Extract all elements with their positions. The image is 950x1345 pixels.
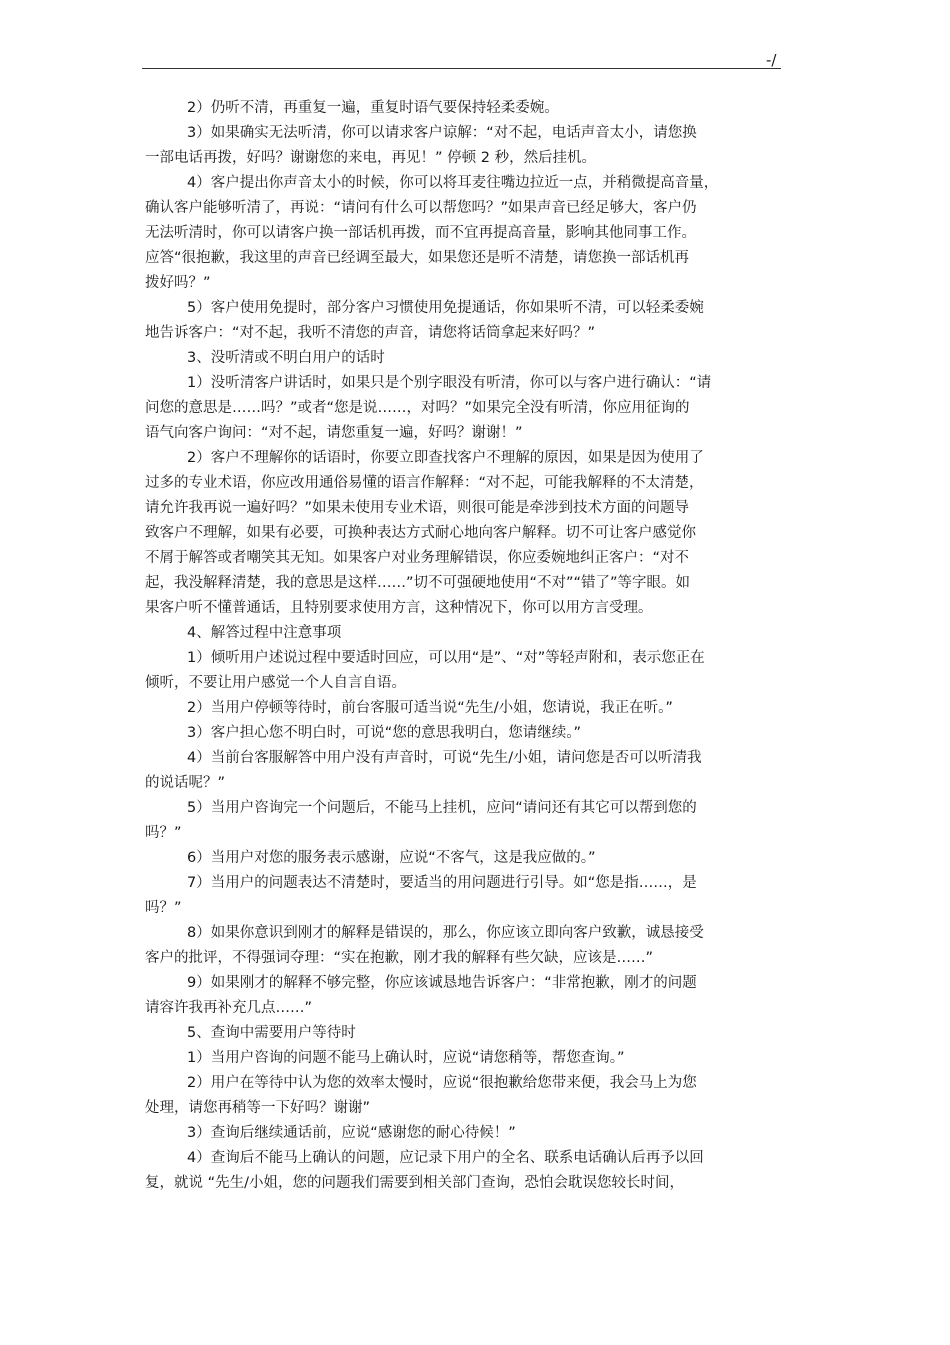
text-line: 吗？”	[145, 825, 182, 841]
text-line: 5）客户使用免提时，部分客户习惯使用免提通话，你如果听不清，可以轻柔委婉	[187, 300, 704, 316]
text-line: 4）客户提出你声音太小的时候，你可以将耳麦往嘴边拉近一点，并稍微提高音量，	[187, 175, 719, 191]
header-rule	[142, 68, 781, 69]
text-line: 2）客户不理解你的话语时，你要立即查找客户不理解的原因，如果是因为使用了	[187, 450, 704, 466]
text-line: 果客户听不懂普通话，且特别要求使用方言，这种情况下，你可以用方言受理。	[145, 600, 653, 616]
text-line: 请容许我再补充几点……”	[145, 1000, 313, 1016]
text-line: 处理，请您再稍等一下好吗？谢谢”	[145, 1100, 371, 1116]
text-line: 3、没听清或不明白用户的话时	[187, 350, 385, 366]
text-line: 语气向客户询问：“对不起，请您重复一遍，好吗？谢谢！”	[145, 425, 523, 441]
text-line: 6）当用户对您的服务表示感谢，应说“不客气，这是我应做的。”	[187, 850, 596, 866]
text-line: 请允许我再说一遍好吗？”如果未使用专业术语，则很可能是牵涉到技术方面的问题导	[145, 500, 690, 516]
text-line: 问您的意思是……吗？”或者“您是说……，对吗？”如果完全没有听清，你应用征询的	[145, 400, 690, 416]
text-line: 9）如果刚才的解释不够完整，你应该诚恳地告诉客户：“非常抱歉，刚才的问题	[187, 975, 697, 991]
text-line: 1）倾听用户述说过程中要适时回应，可以用“是”、“对”等轻声附和，表示您正在	[187, 650, 705, 666]
text-line: 3）如果确实无法听清，你可以请求客户谅解：“对不起，电话声音太小，请您换	[187, 125, 697, 141]
text-line: 3）客户担心您不明白时，可说“您的意思我明白，您请继续。”	[187, 725, 581, 741]
text-line: 吗？”	[145, 900, 182, 916]
text-line: 倾听，不要让用户感觉一个人自言自语。	[145, 675, 406, 691]
text-line: 致客户不理解，如果有必要，可换种表达方式耐心地向客户解释。切不可让客户感觉你	[145, 525, 696, 541]
text-line: 的说话呢？”	[145, 775, 226, 791]
text-line: 拨好吗？”	[145, 275, 211, 291]
text-line: 不屑于解答或者嘲笑其无知。如果客户对业务理解错误，你应委婉地纠正客户：“对不	[145, 550, 690, 566]
text-line: 5、查询中需要用户等待时	[187, 1025, 356, 1041]
text-line: 确认客户能够听清了，再说：“请问有什么可以帮您吗？”如果声音已经足够大，客户仍	[145, 200, 697, 216]
text-line: 2）当用户停顿等待时，前台客服可适当说“先生/小姐，您请说，我正在听。”	[187, 700, 673, 716]
text-line: 一部电话再拨，好吗？谢谢您的来电，再见！” 停顿 2 秒，然后挂机。	[145, 150, 597, 166]
text-line: 客户的批评，不得强词夺理：“实在抱歉，刚才我的解释有些欠缺，应该是……”	[145, 950, 654, 966]
text-line: 无法听清时，你可以请客户换一部话机再拨，而不宜再提高音量，影响其他同事工作。	[145, 225, 696, 241]
text-line: 4、解答过程中注意事项	[187, 625, 342, 641]
text-line: 5）当用户咨询完一个问题后，不能马上挂机，应问“请问还有其它可以帮到您的	[187, 800, 697, 816]
document-body	[145, 96, 835, 1196]
text-line: 2）用户在等待中认为您的效率太慢时，应说“很抱歉给您带来便，我会马上为您	[187, 1075, 697, 1091]
text-line: 应答“很抱歉，我这里的声音已经调至最大，如果您还是听不清楚，请您换一部话机再	[145, 250, 690, 266]
text-line: 4）查询后不能马上确认的问题，应记录下用户的全名、联系电话确认后再予以回	[187, 1150, 704, 1166]
text-line: 复，就说 “先生/小姐，您的问题我们需要到相关部门查询，恐怕会耽误您较长时间，	[145, 1175, 685, 1191]
text-line: 4）当前台客服解答中用户没有声音时，可说“先生/小姐，请问您是否可以听清我	[187, 750, 702, 766]
text-line: 3）查询后继续通话前，应说“感谢您的耐心待候！”	[187, 1125, 516, 1141]
text-line: 1）没听清客户讲话时，如果只是个别字眼没有听清，你可以与客户进行确认：“请	[187, 375, 712, 391]
text-line: 8）如果你意识到刚才的解释是错误的，那么，你应该立即向客户致歉，诚恳接受	[187, 925, 704, 941]
text-line: 1）当用户咨询的问题不能马上确认时，应说“请您稍等，帮您查询。”	[187, 1050, 625, 1066]
text-line: 2）仍听不清，再重复一遍，重复时语气要保持轻柔委婉。	[187, 100, 559, 116]
text-line: 地告诉客户：“对不起，我听不清您的声音，请您将话筒拿起来好吗？”	[145, 325, 596, 341]
text-line: 起，我没解释清楚，我的意思是这样……”切不可强硬地使用“不对”“错了”等字眼。如	[145, 575, 691, 591]
page-header-mark: -/	[766, 51, 777, 69]
text-line: 7）当用户的问题表达不清楚时，要适当的用问题进行引导。如“您是指……，是	[187, 875, 697, 891]
text-line: 过多的专业术语，你应改用通俗易懂的语言作解释：“对不起，可能我解释的不太清楚，	[145, 475, 704, 491]
